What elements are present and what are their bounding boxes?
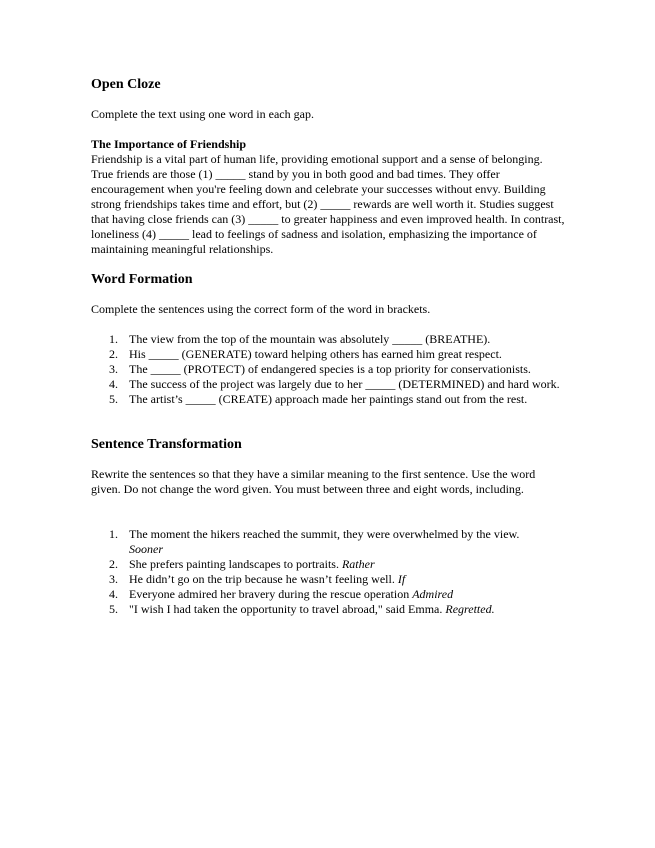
keyword: If	[397, 572, 406, 586]
list-item: 1. The view from the top of the mountain was absolutely _____ (BREATHE).	[109, 332, 491, 346]
passage-text: Friendship is a vital part of human life, providing emotional support and a sense of belonging. True friends are those (1) _____ stand by you in both good and bad times. They offer encouragement when you're feeling down and celebrate your successes without envy. Building strong friendships takes time and effort, but (2) _____ rewards are well worth it. Studies suggest that having close friends can (3) _____ to greater happiness and even improved health. In contrast, loneliness (4) _____ lead to feelings of sadness and isolation, emphasizing the importance of maintaining meaningful relationships.	[91, 152, 565, 256]
list-item: 4. The success of the project was largely due to her _____ (DETERMINED) and hard work.	[109, 377, 560, 391]
word-formation-heading: Word Formation	[91, 272, 193, 287]
list-item: 3. The _____ (PROTECT) of endangered species is a top priority for conservationists.	[109, 362, 531, 376]
keyword: Sooner	[129, 542, 163, 556]
sentence-transformation-instruction: Rewrite the sentences so that they have a similar meaning to the first sentence. Use the word given. Do not change the word given. You must between three and eight words, including.	[91, 467, 536, 496]
list-item: 4. Everyone admired her bravery during the rescue operation Admired	[109, 587, 454, 601]
open-cloze-instruction: Complete the text using one word in each gap.	[91, 107, 314, 121]
list-item: 5. The artist’s _____ (CREATE) approach made her paintings stand out from the rest.	[109, 392, 528, 406]
open-cloze-passage-block	[91, 137, 566, 257]
keyword: Rather	[341, 557, 375, 571]
sentence-transformation-heading: Sentence Transformation	[91, 437, 242, 452]
list-item: 3. He didn’t go on the trip because he wasn’t feeling well. If	[109, 572, 406, 586]
word-formation-instruction: Complete the sentences using the correct form of the word in brackets.	[91, 302, 431, 316]
sentence-transformation-list	[91, 527, 566, 617]
list-item: 1. The moment the hikers reached the summit, they were overwhelmed by the view. Sooner	[109, 527, 520, 556]
open-cloze-heading: Open Cloze	[91, 77, 161, 92]
passage-title: The Importance of Friendship	[91, 137, 247, 151]
keyword: Regretted.	[445, 602, 495, 616]
keyword: Admired	[412, 587, 454, 601]
list-item: 2. His _____ (GENERATE) toward helping others has earned him great respect.	[109, 347, 502, 361]
list-item: 2. She prefers painting landscapes to portraits. Rather	[109, 557, 375, 571]
word-formation-list	[91, 332, 566, 407]
list-item: 5. "I wish I had taken the opportunity to travel abroad," said Emma. Regretted.	[109, 602, 495, 616]
